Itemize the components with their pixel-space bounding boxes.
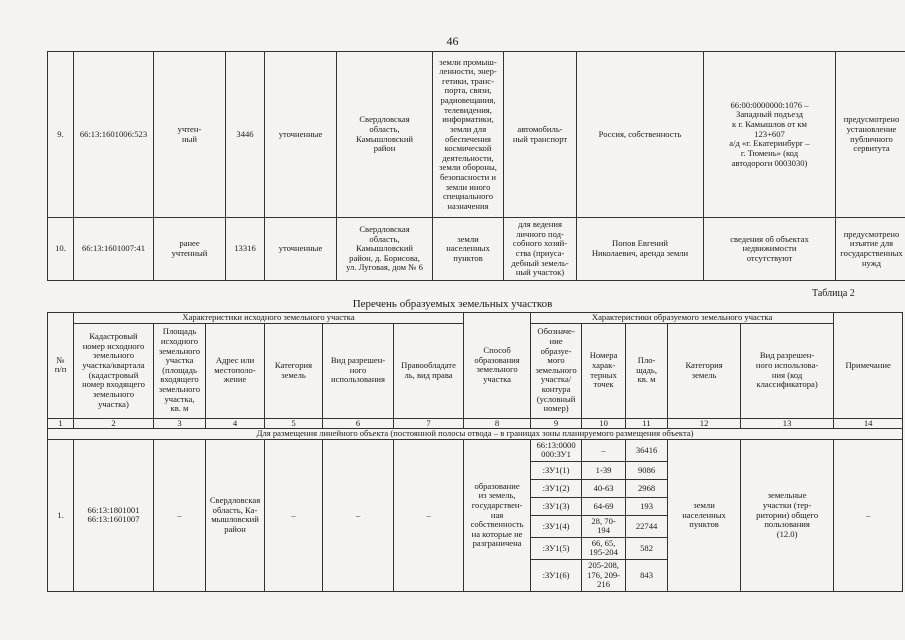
real-estate-objects: 66:00:0000000:1076 – Западный подъезд к г. Камышлов от км 123+607 а/д «г. Екатеринбург – г. Тюмень» (код автодороги 0003030) <box>704 52 836 218</box>
registration-status: учтен- ный <box>154 52 226 218</box>
col-number: 3 <box>154 418 206 429</box>
header-formed-use: Вид разрешен- ного использова- ния (код классификатора) <box>741 323 834 418</box>
table-title: Перечень образуемых земельных участков <box>352 298 553 310</box>
col-number: 12 <box>668 418 741 429</box>
formed-area: 582 <box>626 537 668 559</box>
owner-right: Россия, собственность <box>577 52 704 218</box>
header-designation: Обозначе- ние образуе- мого земельного участка/ контура (условный номер) <box>531 323 582 418</box>
formed-points: 205-208, 176, 209- 216 <box>582 559 626 591</box>
formed-points: 66, 65, 195-204 <box>582 537 626 559</box>
header-formed-group: Характеристики образуемого земельного участка <box>531 313 834 324</box>
formed-area: 9086 <box>626 461 668 479</box>
permitted-use: автомобиль- ный транспорт <box>504 52 577 218</box>
header-points: Номера харак- терных точек <box>582 323 626 418</box>
col-number: 6 <box>323 418 394 429</box>
formed-designation: :ЗУ1(6) <box>531 559 582 591</box>
formed-area: 843 <box>626 559 668 591</box>
formed-points: 1-39 <box>582 461 626 479</box>
formed-designation: :ЗУ1(4) <box>531 515 582 537</box>
header-formed-category: Категория земель <box>668 323 741 418</box>
header-use: Вид разрешен- ного использования <box>323 323 394 418</box>
section-row <box>48 429 903 440</box>
col-number: 14 <box>834 418 903 429</box>
land-category: земли промыш- ленности, энер- гетики, транс- порта, связи, радиовещания, телевидения, информатики, земли для обеспечения космической деятельности, земли обороны, безопасности и земли иного специального назначения <box>433 52 504 218</box>
col-number: 10 <box>582 418 626 429</box>
row-note: предусмотрено установление публичного сервитута <box>836 52 905 218</box>
formed-designation: :ЗУ1(2) <box>531 479 582 497</box>
formed-designation: :ЗУ1(3) <box>531 497 582 515</box>
col-number: 9 <box>531 418 582 429</box>
parcel-area: 13316 <box>226 218 265 281</box>
row-number: 10. <box>48 218 74 281</box>
row-number: 1. <box>48 439 74 591</box>
area-precision: уточненные <box>265 218 337 281</box>
header-num: № п/п <box>48 313 74 419</box>
formed-area: 2968 <box>626 479 668 497</box>
area-precision: уточненные <box>265 52 337 218</box>
row-number: 9. <box>48 52 74 218</box>
formation-method: образование из земель, государствен- ная собственность на которые не разграничена <box>464 439 531 591</box>
header-note: Примечание <box>834 313 903 419</box>
permitted-use: для ведения личного под- собного хозяй- ства (приуса- дебный земель- ный участок) <box>504 218 577 281</box>
row-note: предусмотрено изъятие для государственных нужд <box>836 218 905 281</box>
table-row <box>48 218 905 281</box>
col-number: 2 <box>74 418 154 429</box>
header-owner: Правообладате ль, вид права <box>394 323 464 418</box>
owner-right: Попов Евгений Николаевич, аренда земли <box>577 218 704 281</box>
parcel-address: Свердловская область, Камышловский район <box>337 52 433 218</box>
cadastral-number: 66:13:1601007:41 <box>74 218 154 281</box>
parcel-address: Свердловская область, Ка- мышловский район <box>206 439 265 591</box>
existing-parcels-table <box>47 51 905 281</box>
col-number: 5 <box>265 418 323 429</box>
header-address: Адрес или местополо- жение <box>206 323 265 418</box>
formed-parcels-table <box>47 312 903 592</box>
formed-points: 28, 70- 194 <box>582 515 626 537</box>
registration-status: ранее учтенный <box>154 218 226 281</box>
formed-area: 193 <box>626 497 668 515</box>
table-label: Таблица 2 <box>812 288 855 299</box>
formed-category: земли населенных пунктов <box>668 439 741 591</box>
col-number: 8 <box>464 418 531 429</box>
parcel-area: 3446 <box>226 52 265 218</box>
col-number: 1 <box>48 418 74 429</box>
col-number: 11 <box>626 418 668 429</box>
col-number: 4 <box>206 418 265 429</box>
formed-use: земельные участки (тер- ритории) общего пользования (12.0) <box>741 439 834 591</box>
header-cadastral: Кадастровый номер исходного земельного участка/квартала (кадастровый номер входящего земельного участка) <box>74 323 154 418</box>
table-row <box>48 52 905 218</box>
formed-note: – <box>834 439 903 591</box>
formed-area: 22744 <box>626 515 668 537</box>
table-row <box>48 439 903 461</box>
formed-designation: 66:13:0000 000:ЗУ1 <box>531 439 582 461</box>
header-area: Площадь исходного земельного участка (площадь входящего земельного участка, кв. м <box>154 323 206 418</box>
cadastral-number: 66:13:1601006:523 <box>74 52 154 218</box>
col-number: 7 <box>394 418 464 429</box>
land-category: земли населенных пунктов <box>433 218 504 281</box>
parcel-area: – <box>154 439 206 591</box>
cadastral-number: 66:13:1801001 66:13:1601007 <box>74 439 154 591</box>
formed-area: 36416 <box>626 439 668 461</box>
header-source-group: Характеристики исходного земельного участка <box>74 313 464 324</box>
formed-designation: :ЗУ1(5) <box>531 537 582 559</box>
formed-points: 40-63 <box>582 479 626 497</box>
formed-designation: :ЗУ1(1) <box>531 461 582 479</box>
column-numbers-row <box>48 418 903 429</box>
real-estate-objects: сведения об объектах недвижимости отсутствуют <box>704 218 836 281</box>
col-number: 13 <box>741 418 834 429</box>
owner-right: – <box>394 439 464 591</box>
header-method: Способ образования земельного участка <box>464 313 531 419</box>
header-formed-area: Пло- щадь, кв. м <box>626 323 668 418</box>
page-number: 46 <box>446 34 459 48</box>
parcel-address: Свердловская область, Камышловский район, д. Борисова, ул. Луговая, дом № 6 <box>337 218 433 281</box>
header-category: Категория земель <box>265 323 323 418</box>
permitted-use: – <box>323 439 394 591</box>
formed-points: 64-69 <box>582 497 626 515</box>
land-category: – <box>265 439 323 591</box>
section-heading: Для размещения линейного объекта (постоянной полосы отвода – в границах зоны планируемого размещения объекта) <box>48 429 903 440</box>
formed-points: – <box>582 439 626 461</box>
